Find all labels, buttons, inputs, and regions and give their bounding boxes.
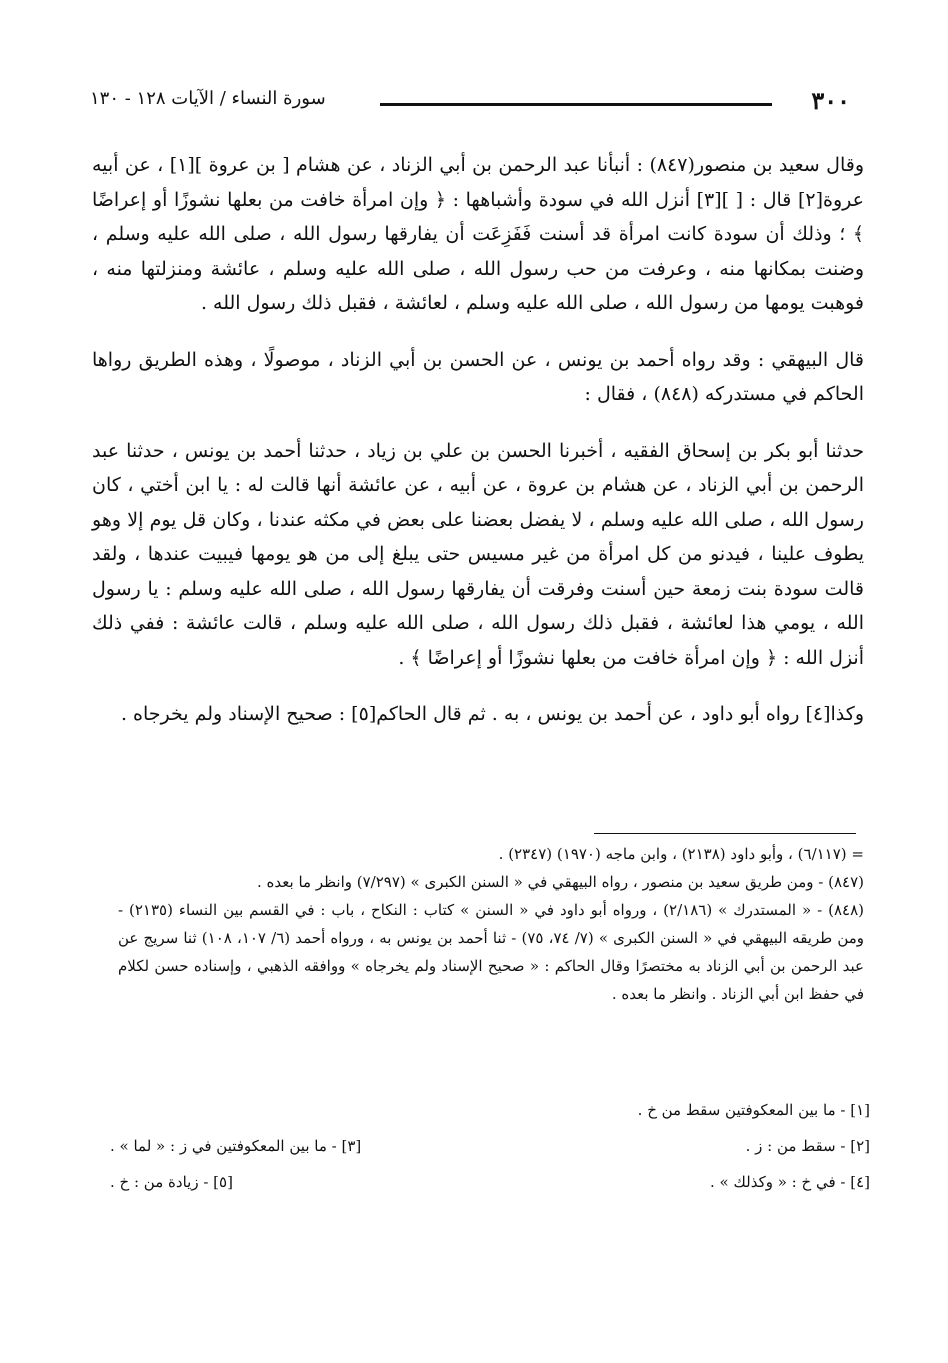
note: [٥] - زيادة من : خ . — [110, 1173, 233, 1191]
footnote-rule — [594, 833, 856, 834]
note: [٣] - ما بين المعكوفتين في ز : « لما » . — [110, 1137, 362, 1155]
main-text — [92, 148, 864, 754]
note: [٢] - سقط من : ز . — [745, 1137, 870, 1155]
header-rule — [380, 103, 772, 106]
paragraph: قال البيهقي : وقد رواه أحمد بن يونس ، عن الحسن بن أبي الزناد ، موصولًا ، وهذه الطريق رواها الحاكم في مستدركه (٨٤٨) ، فقال : — [92, 348, 864, 405]
notes-row — [110, 1164, 870, 1200]
footnote: (٨٤٨) - « المستدرك » (٢/١٨٦) ، ورواه أبو داود في « السنن » كتاب : النكاح ، باب : في القسم بين النساء (٢١٣٥) - ومن طريقه البيهقي في « السنن الكبرى » (٧/ ٧٤، ٧٥) - ثنا أحمد بن يونس به ، ورواه أحمد (٦/ ١٠٧، ١٠٨) ثنا سريج عن عبد الرحمن بن أبي الزناد به مختصرًا وقال الحاكم : « صحيح الإسناد ولم يخرجاه » ووافقه الذهبي ، وإسناده حسن لكلام في حفظ ابن أبي الزناد . وانظر ما بعده . — [118, 901, 865, 1003]
footnote: (٨٤٧) - ومن طريق سعيد بن منصور ، رواه البيهقي في « السنن الكبرى » (٧/٢٩٧) وانظر ما بعده . — [257, 873, 864, 891]
footnote: = (٦/١١٧) ، وأبو داود (٢١٣٨) ، وابن ماجه (١٩٧٠) (٢٣٤٧) . — [498, 845, 864, 863]
running-title: سورة النساء / الآيات ١٢٨ - ١٣٠ — [90, 88, 326, 109]
notes-row — [110, 1128, 870, 1164]
note: [١] - ما بين المعكوفتين سقط من خ . — [637, 1101, 870, 1119]
page-number: ٣٠٠ — [811, 86, 850, 115]
paragraph: حدثنا أبو بكر بن إسحاق الفقيه ، أخبرنا الحسن بن علي بن زياد ، حدثنا أحمد بن يونس ، حدثنا عبد الرحمن بن أبي الزناد ، عن هشام بن عروة ، عن أبيه ، عن عائشة أنها قالت له : يا ابن أختي ، كان رسول الله ، صلى الله عليه وسلم ، لا يفضل بعضنا على بعض في مكثه عندنا ، وكان قل يوم إلا وهو يطوف علينا ، فيدنو من كل امرأة من غير مسيس حتى يبلغ إلى من هو يومها فيبيت عندها ، ولقد قالت سودة بنت زمعة حين أسنت وفرقت أن يفارقها رسول الله ، صلى الله عليه وسلم : يا رسول الله ، يومي هذا لعائشة ، فقبل ذلك رسول الله ، صلى الله عليه وسلم ، قالت عائشة : ففي ذلك أنزل الله : ﴿ وإن امرأة خافت من بعلها نشوزًا أو إعراضًا ﴾ . — [92, 439, 864, 669]
note: [٤] - في خ : « وكذلك » . — [710, 1173, 870, 1191]
manuscript-notes — [110, 1092, 870, 1200]
paragraph: وكذا[٤] رواه أبو داود ، عن أحمد بن يونس ، به . ثم قال الحاكم[٥] : صحيح الإسناد ولم يخرجاه . — [120, 703, 864, 725]
footnotes — [118, 840, 864, 1008]
page-header — [90, 86, 850, 120]
notes-row — [110, 1092, 870, 1128]
paragraph: وقال سعيد بن منصور(٨٤٧) : أنبأنا عبد الرحمن بن أبي الزناد ، عن هشام [ بن عروة ][١] ، عن أبيه عروة[٢] قال : [ ][٣] أنزل الله في سودة وأشباهها : ﴿ وإن امرأة خافت من بعلها نشوزًا أو إعراضًا ﴾ ؛ وذلك أن سودة كانت امرأة قد أسنت فَفَزِعَت أن يفارقها رسول الله ، صلى الله عليه وسلم ، وضنت بمكانها منه ، وعرفت من حب رسول الله ، صلى الله عليه وسلم ، عائشة ومنزلتها منه ، فوهبت يومها من رسول الله ، صلى الله عليه وسلم ، لعائشة ، فقبل ذلك رسول الله . — [92, 154, 864, 314]
